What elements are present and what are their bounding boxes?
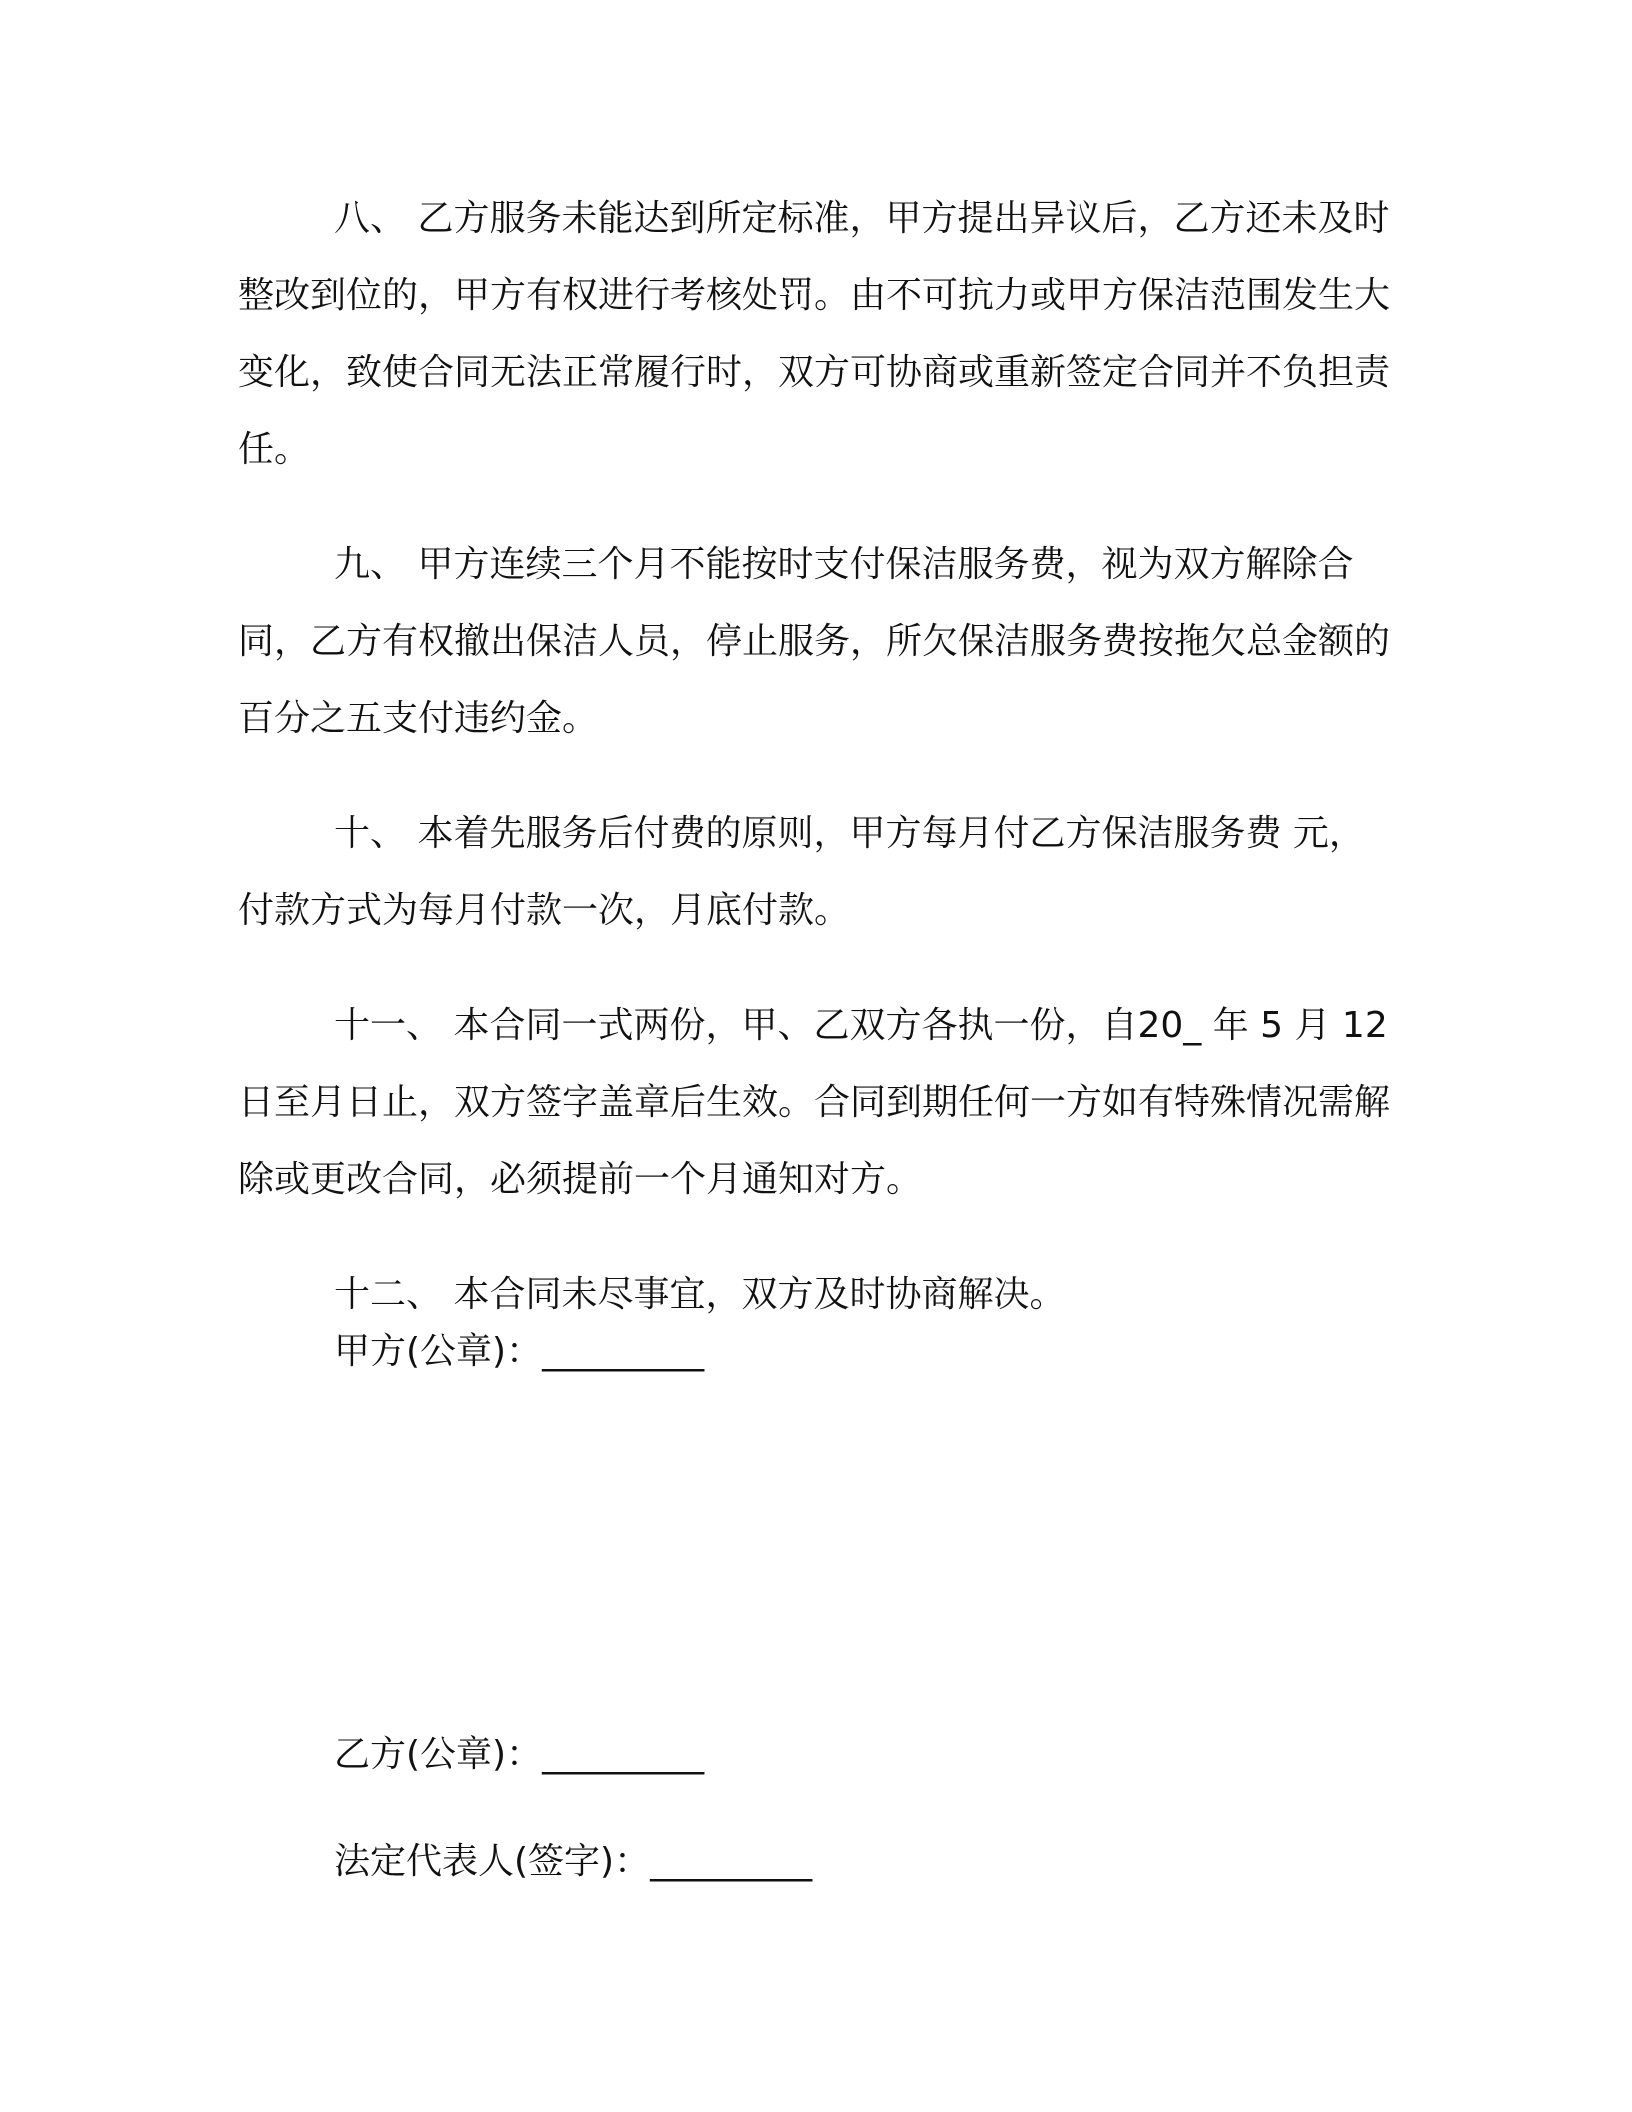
party-a-label: 甲方(公章)：: [334, 1331, 543, 1372]
legal-representative-label: 法定代表人(签字)：: [334, 1841, 651, 1882]
clause-10: 十、 本着先服务后付费的原则，甲方每月付乙方保洁服务费 元，付款方式为每月付款一次，月底付款。: [238, 813, 1365, 931]
party-a-signature-line: [334, 1313, 704, 1390]
clause-11: 十一、 本合同一式两份，甲、乙双方各执一份，自20_ 年 5 月 12 日至月日止，双方签字盖章后生效。合同到期任何一方如有特殊情况需解除或更改合同，必须提前一个月通知对方。: [238, 1005, 1391, 1200]
party-b-label: 乙方(公章)：: [334, 1734, 543, 1775]
clause-8: 八、 乙方服务未能达到所定标准，甲方提出异议后，乙方还未及时整改到位的，甲方有权进行考核处罚。由不可抗力或甲方保洁范围发生大变化，致使合同无法正常履行时，双方可协商或重新签定合同并不负担责任。: [238, 198, 1391, 470]
legal-representative-signature-line: [334, 1823, 812, 1900]
clause-12: 十二、 本合同未尽事宜，双方及时协商解决。: [334, 1274, 1066, 1315]
party-b-signature-line: [334, 1716, 704, 1793]
contract-body: [238, 180, 1398, 1371]
party-a-blank: _________: [542, 1331, 705, 1372]
clause-9: 九、 甲方连续三个月不能按时支付保洁服务费，视为双方解除合同，乙方有权撤出保洁人员，停止服务，所欠保洁服务费按拖欠总金额的百分之五支付违约金。: [238, 544, 1391, 739]
legal-representative-blank: _________: [650, 1841, 813, 1882]
party-b-blank: _________: [542, 1734, 705, 1775]
